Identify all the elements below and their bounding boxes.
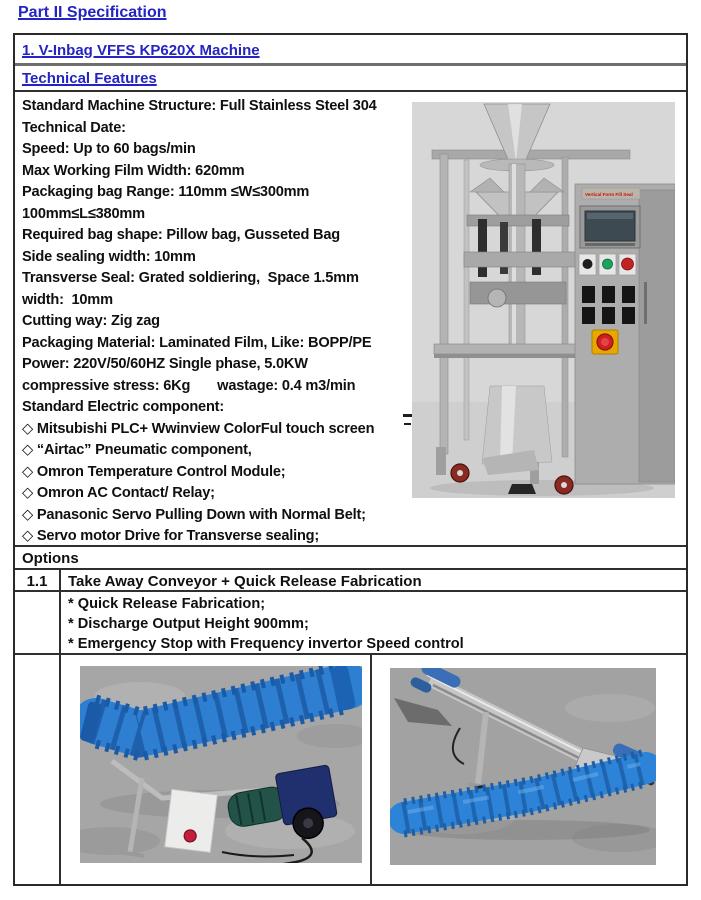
empty-number-cell [15,592,61,653]
spec-line: Standard Machine Structure: Full Stainless Steel 304 [22,98,377,114]
options-label: Options [22,550,79,567]
option-label-cell: Take Away Conveyor + Quick Release Fabrication [68,573,422,590]
conveyor-photos-row [15,655,686,884]
spec-line: ◇ Servo motor Drive for Transverse sealing; [22,528,320,544]
spec-line: Power: 220V/50/60HZ Single phase, 5.0KW [22,356,308,372]
spec-line: Standard Electric component: [22,399,224,415]
options-row [15,547,686,570]
option-detail-line: * Emergency Stop with Frequency invertor Speed control [68,636,464,652]
option-number-cell: 1.1 [15,570,61,590]
spec-line: ◇ Mitsubishi PLC+ Wwinview ColorFul touch screen [22,420,375,437]
spec-line: ◇ Omron AC Contact/ Relay; [22,485,215,501]
control-box [165,789,218,852]
film-sheet [482,386,552,475]
option-detail-line: * Discharge Output Height 900mm; [68,616,309,632]
empty-number-cell [15,655,61,884]
spec-line: Packaging Material: Laminated Film, Like: BOPP/PE [22,334,372,351]
option-details-cell [61,592,686,653]
technical-features-heading: Technical Features [22,70,157,87]
technical-details-row [15,92,686,547]
option-1-1-row [15,570,686,592]
panel-buttons [579,254,636,275]
spec-line: Cutting way: Zig zag [22,313,160,329]
control-cabinet [575,184,675,484]
vffs-machine-photo [412,102,675,498]
spec-line: Max Working Film Width: 620mm [22,162,245,179]
spec-line: ◇ “Airtac” Pneumatic component, [22,442,252,458]
conveyor-frame-belt-photo [390,668,656,865]
machine-heading-row [15,35,686,66]
conveyor-photo-cell-left [61,655,372,884]
spec-line: ◇ Omron Temperature Control Module; [22,463,286,480]
spec-line: Speed: Up to 60 bags/min [22,141,196,157]
technical-features-row [15,66,686,92]
conveyor-photo-cell-right [372,655,686,884]
spec-line: Technical Date: [22,119,126,136]
spec-line: Required bag shape: Pillow bag, Gusseted Bag [22,227,340,243]
spec-line: Transverse Seal: Grated soldiering, Space 1.5mm [22,270,359,286]
emergency-stop-button [592,330,618,354]
specification-table [13,33,688,886]
spec-line: compressive stress: 6Kg wastage: 0.4 m3/min [22,377,356,394]
option-details-row [15,592,686,655]
spec-line: ◇ Panasonic Servo Pulling Down with Normal Belt; [22,506,366,523]
spec-line: Packaging bag Range: 110mm ≤W≤300mm [22,184,310,200]
spec-line: 100mm≤L≤380mm [22,205,145,222]
take-away-conveyor-photo [80,666,362,863]
technical-spec-text [22,96,424,548]
print-artifact [403,414,412,417]
page-title: Part II Specification [18,4,167,21]
machine-heading: 1. V-Inbag VFFS KP620X Machine [22,42,260,59]
spec-line: Side sealing width: 10mm [22,248,196,265]
spec-line: width: 10mm [22,291,113,308]
option-detail-line: * Quick Release Fabrication; [68,596,266,612]
touch-screen [580,206,640,248]
panel-label-text: Vertical Form Fill Seal [585,192,633,197]
print-artifact [404,423,411,425]
